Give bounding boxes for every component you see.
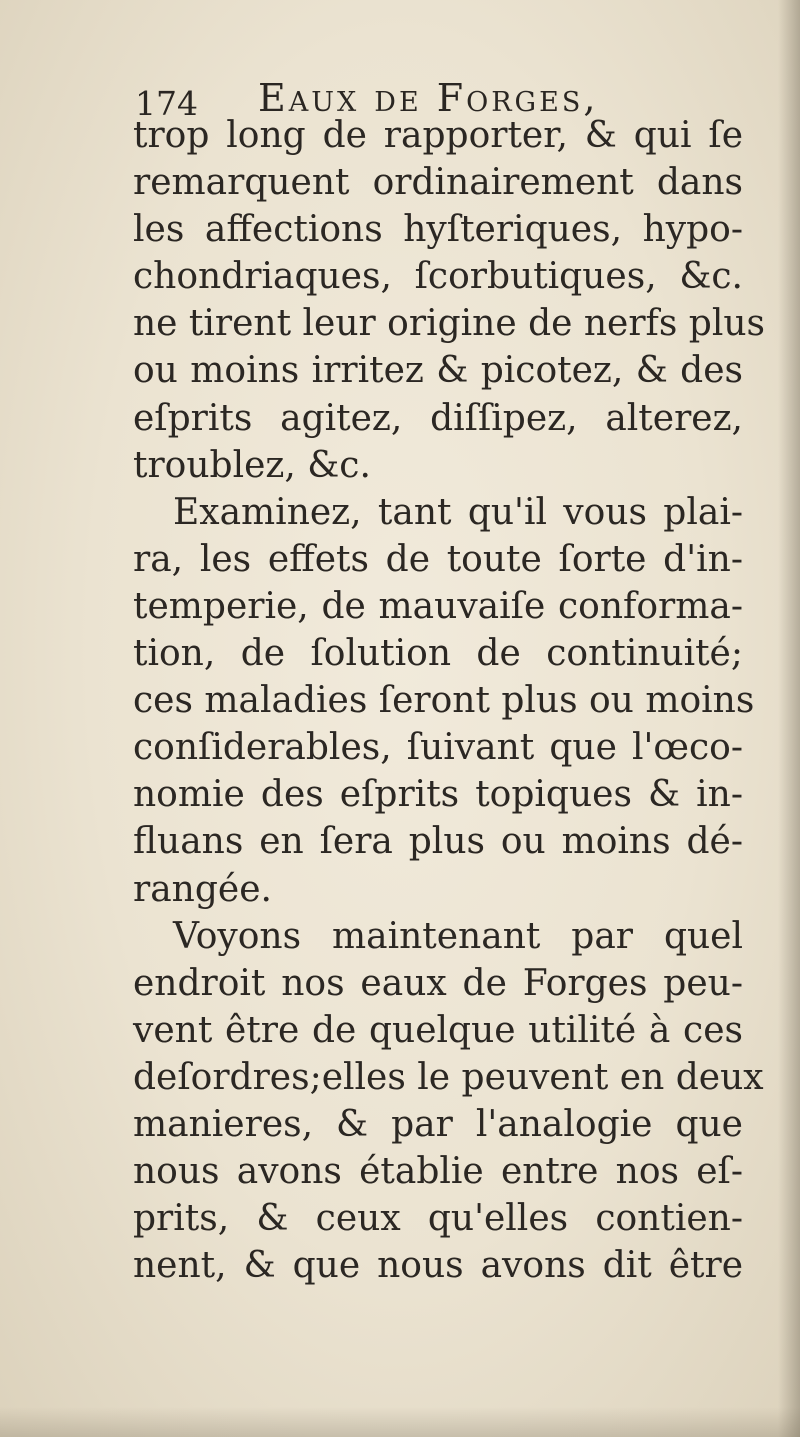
text-line: fluans en ſera plus ou moins dé- bbox=[133, 821, 743, 863]
page-number: 174 bbox=[135, 84, 198, 123]
text-line: Voyons maintenant par quel bbox=[173, 915, 743, 957]
text-line: trop long de rapporter, & qui ſe bbox=[133, 115, 743, 156]
text-line: ces maladies ſeront plus ou moins bbox=[133, 680, 755, 722]
text-line: vent être de quelque utilité à ces bbox=[133, 1009, 743, 1051]
text-line: nous avons établie entre nos eſ- bbox=[133, 1151, 743, 1193]
text-line: ou moins irritez & picotez, & des bbox=[133, 350, 743, 392]
running-title: Eaux de Forges, bbox=[258, 76, 599, 120]
text-line: rangée. bbox=[133, 868, 272, 910]
text-line: prits, & ceux qu'elles contien- bbox=[133, 1198, 743, 1240]
text-line: deſordres;elles le peuvent en deux bbox=[133, 1056, 764, 1098]
text-line: tion, de ſolution de continuité; bbox=[133, 633, 743, 675]
text-line: nent, & que nous avons dit être bbox=[133, 1245, 743, 1287]
body-text bbox=[133, 112, 766, 1289]
text-line: troublez, &c. bbox=[133, 444, 371, 486]
text-line: eſprits agitez, diſſipez, alterez, bbox=[133, 397, 743, 439]
text-line: Examinez, tant qu'il vous plai- bbox=[173, 491, 743, 533]
text-line: nomie des eſprits topiques & in- bbox=[133, 774, 743, 816]
text-line: chondriaques, ſcorbutiques, &c. bbox=[133, 256, 743, 298]
text-line: conſiderables, ſuivant que l'œco- bbox=[133, 727, 743, 769]
text-line: manieres, & par l'analogie que bbox=[133, 1103, 743, 1145]
text-line: ra, les effets de toute ſorte d'in- bbox=[133, 538, 743, 580]
text-line: endroit nos eaux de Forges peu- bbox=[133, 962, 743, 1004]
text-line: les affections hyſteriques, hypo- bbox=[133, 209, 743, 251]
text-line: temperie, de mauvaiſe conforma- bbox=[133, 585, 743, 627]
text-line: ne tirent leur origine de nerfs plus bbox=[133, 303, 766, 345]
text-line: remarquent ordinairement dans bbox=[133, 162, 743, 204]
